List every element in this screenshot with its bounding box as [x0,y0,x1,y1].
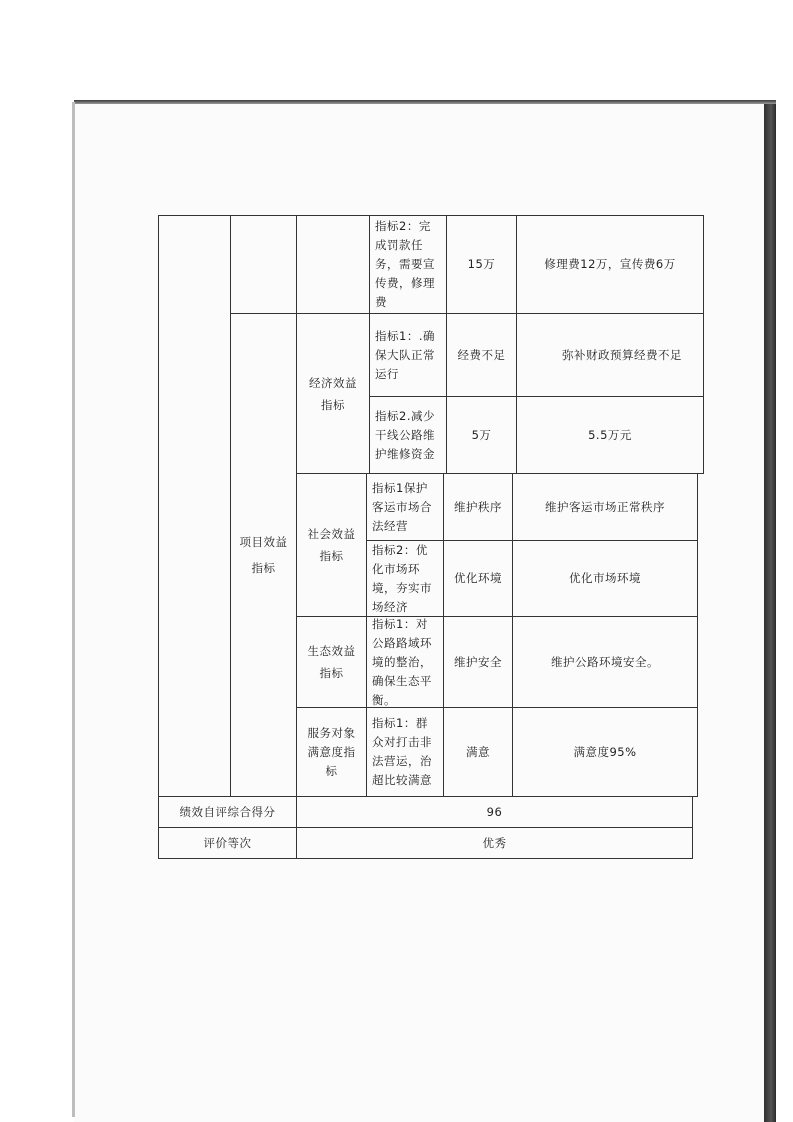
social-actual-1: 维护客运市场正常秩序 [545,499,665,514]
service-target: 满意 [466,744,490,759]
score-value: 96 [486,804,503,819]
ecological-actual: 维护公路环境安全。 [551,654,659,669]
top-row-indicator: 指标2：完成罚款任务，需要宣传费，修理费 [375,219,435,309]
economic-indicator-2: 指标2.减少干线公路维护维修资金 [375,408,435,461]
social-target-2: 优化环境 [454,571,502,585]
ecological-target: 维护安全 [454,654,502,669]
table-border-right-lower [697,473,698,796]
economic-actual-2: 5.5万元 [588,427,632,442]
economic-target-2: 5万 [471,427,492,442]
level1-project-benefit: 项目效益指标 [239,535,288,575]
scan-edge-left [72,102,75,1117]
ecological-indicator: 指标1：对公路路域环境的整治，确保生态平衡。 [372,616,432,707]
economic-actual-1: 弥补财政预算经费不足 [562,347,682,362]
col-line-2a [296,215,297,313]
economic-category: 经济效益指标 [309,375,357,412]
scan-edge-right [764,104,776,1122]
service-actual: 满意度95% [573,744,637,759]
social-category: 社会效益指标 [307,527,356,563]
grade-label: 评价等次 [203,835,252,850]
ecological-category: 生态效益指标 [307,644,356,680]
social-actual-2: 优化市场环境 [569,571,641,585]
table-border-right-upper [703,215,704,473]
table-border-bottom [158,858,693,859]
top-row-target: 15万 [467,257,496,271]
social-target-1: 维护秩序 [454,499,502,514]
service-indicator: 指标1：群众对打击非法营运，治超比较满意 [372,716,432,787]
social-indicator-1: 指标1保护客运市场合法经营 [372,480,432,533]
service-category: 服务对象满意度指标 [307,725,356,778]
grade-value: 优秀 [482,835,507,850]
economic-indicator-1: 指标1：.确保大队正常运行 [375,328,435,381]
social-indicator-2: 指标2：优化市场环境，夯实市场经济 [372,542,432,614]
top-row-actual: 修理费12万，宣传费6万 [544,257,676,271]
scan-edge-top [74,100,776,104]
table-border-left [158,215,159,859]
score-label: 绩效自评综合得分 [179,804,276,819]
economic-target-1: 经费不足 [457,347,506,362]
